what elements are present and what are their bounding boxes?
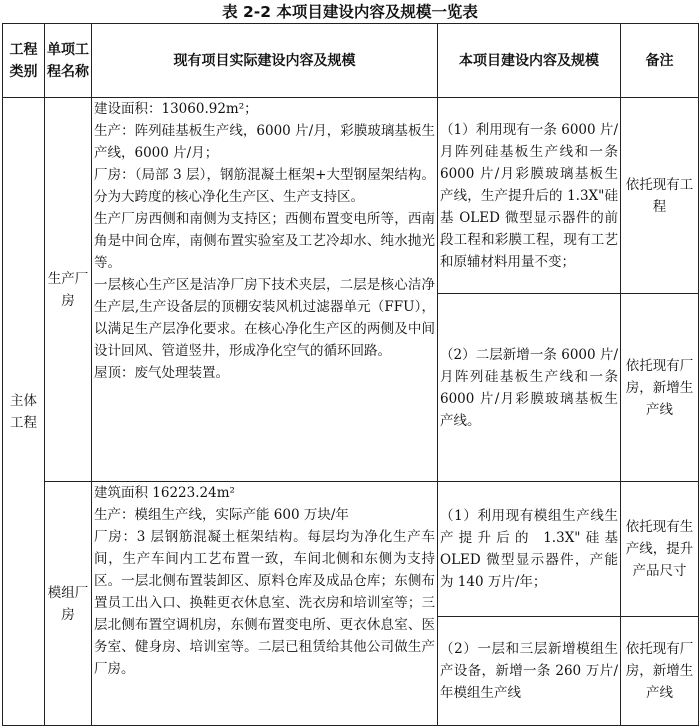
- header-category: 工程类别: [3, 24, 45, 98]
- header-existing-scale: 现有项目实际建设内容及规模: [92, 24, 438, 98]
- remark-module-2: 依托现有厂房，新增生产线: [621, 617, 699, 726]
- text-line: 一层核心生产区是洁净厂房下技术夹层，二层是核心洁净生产层,生产设备层的顶棚安装风机过滤器单元（FFU），以满足生产层净化要求。在核心净化生产区的两侧及中间设计回风、管道竖井，形成净化空气的循环回路。: [94, 277, 435, 359]
- table-caption: 表 2-2 本项目建设内容及规模一览表: [222, 3, 478, 21]
- project-scale-production-2: [438, 294, 621, 482]
- text-line: 厂房：3 层钢筋混凝土框架结构。每层均为净化生产车间，生产车间内工艺布置一致，车间北侧和东侧为支持区。一层北侧布置装卸区、原料仓库及成品仓库；东侧布置员工出入口、换鞋更衣休息室、洗衣房和培训室等；三层北侧布置空调机房，东侧布置变电所、更衣休息室、医务室、健身房、培训室等。二层已租赁给其他公司做生产厂房。: [94, 529, 435, 677]
- text-line: 建设面积：13060.92m²；: [94, 101, 258, 117]
- table-row: [3, 98, 699, 294]
- project-scale-production-1: [438, 98, 621, 294]
- table-row: [3, 482, 699, 617]
- header-project-scale: 本项目建设内容及规模: [438, 24, 621, 98]
- unit-name-production: 生产厂房: [45, 98, 92, 482]
- header-remark: 备注: [621, 24, 699, 98]
- text-line: 建筑面积 16223.24m²: [94, 485, 235, 501]
- remark-module-1: 依托现有生产线，提升产品尺寸: [621, 482, 699, 617]
- existing-scale-module: [92, 482, 438, 726]
- project-scale-module-2: [438, 617, 621, 726]
- text-line: 厂房：（局部 3 层），钢筋混凝土框架+大型钢屋架结构。分为大跨度的核心净化生产区、生产支持区。: [94, 167, 435, 205]
- text-line: 生产厂房西侧和南侧为支持区；西侧布置变电所等，西南角是中间仓库，南侧布置实验室及工艺冷却水、纯水抛光等。: [94, 211, 435, 271]
- remark-production-1: 依托现有工程: [621, 98, 699, 294]
- text-line: 生产：阵列硅基板生产线，6000 片/月，彩膜玻璃基板生产线，6000 片/月；: [94, 123, 435, 161]
- plan-text: （1）利用现有一条 6000 片/月阵列硅基板生产线和一条 6000 片/月彩膜玻璃基板生产线，生产提升后的 1.3X"硅基 OLED 微型显示器件的前段工程和彩膜工程，现有工艺和原辅材料用量不变；: [440, 121, 618, 270]
- construction-scale-table: [2, 23, 699, 726]
- remark-production-2: 依托现有厂房，新增生产线: [621, 294, 699, 482]
- text-line: 生产：模组生产线，实际产能 600 万块/年: [94, 507, 349, 523]
- plan-text: （2）一层和三层新增模组生产设备，新增一条 260 万片/年模组生产线: [440, 641, 618, 701]
- project-scale-module-1: [438, 482, 621, 617]
- text-line: 屋顶：废气处理装置。: [94, 365, 229, 381]
- plan-text: （2）二层新增一条 6000 片/月阵列硅基板生产线和一条 6000 片/月彩膜玻璃基板生产线。: [440, 346, 618, 429]
- header-unit-name: 单项工程名称: [45, 24, 92, 98]
- plan-text: （1）利用现有模组生产线生产提升后的 1.3X"硅基 OLED 微型显示器件，产能为 140 万片/年；: [440, 508, 618, 590]
- category-cell: 主体工程: [3, 98, 45, 726]
- header-row: [3, 24, 699, 98]
- existing-scale-production: [92, 98, 438, 482]
- unit-name-module: 模组厂房: [45, 482, 92, 726]
